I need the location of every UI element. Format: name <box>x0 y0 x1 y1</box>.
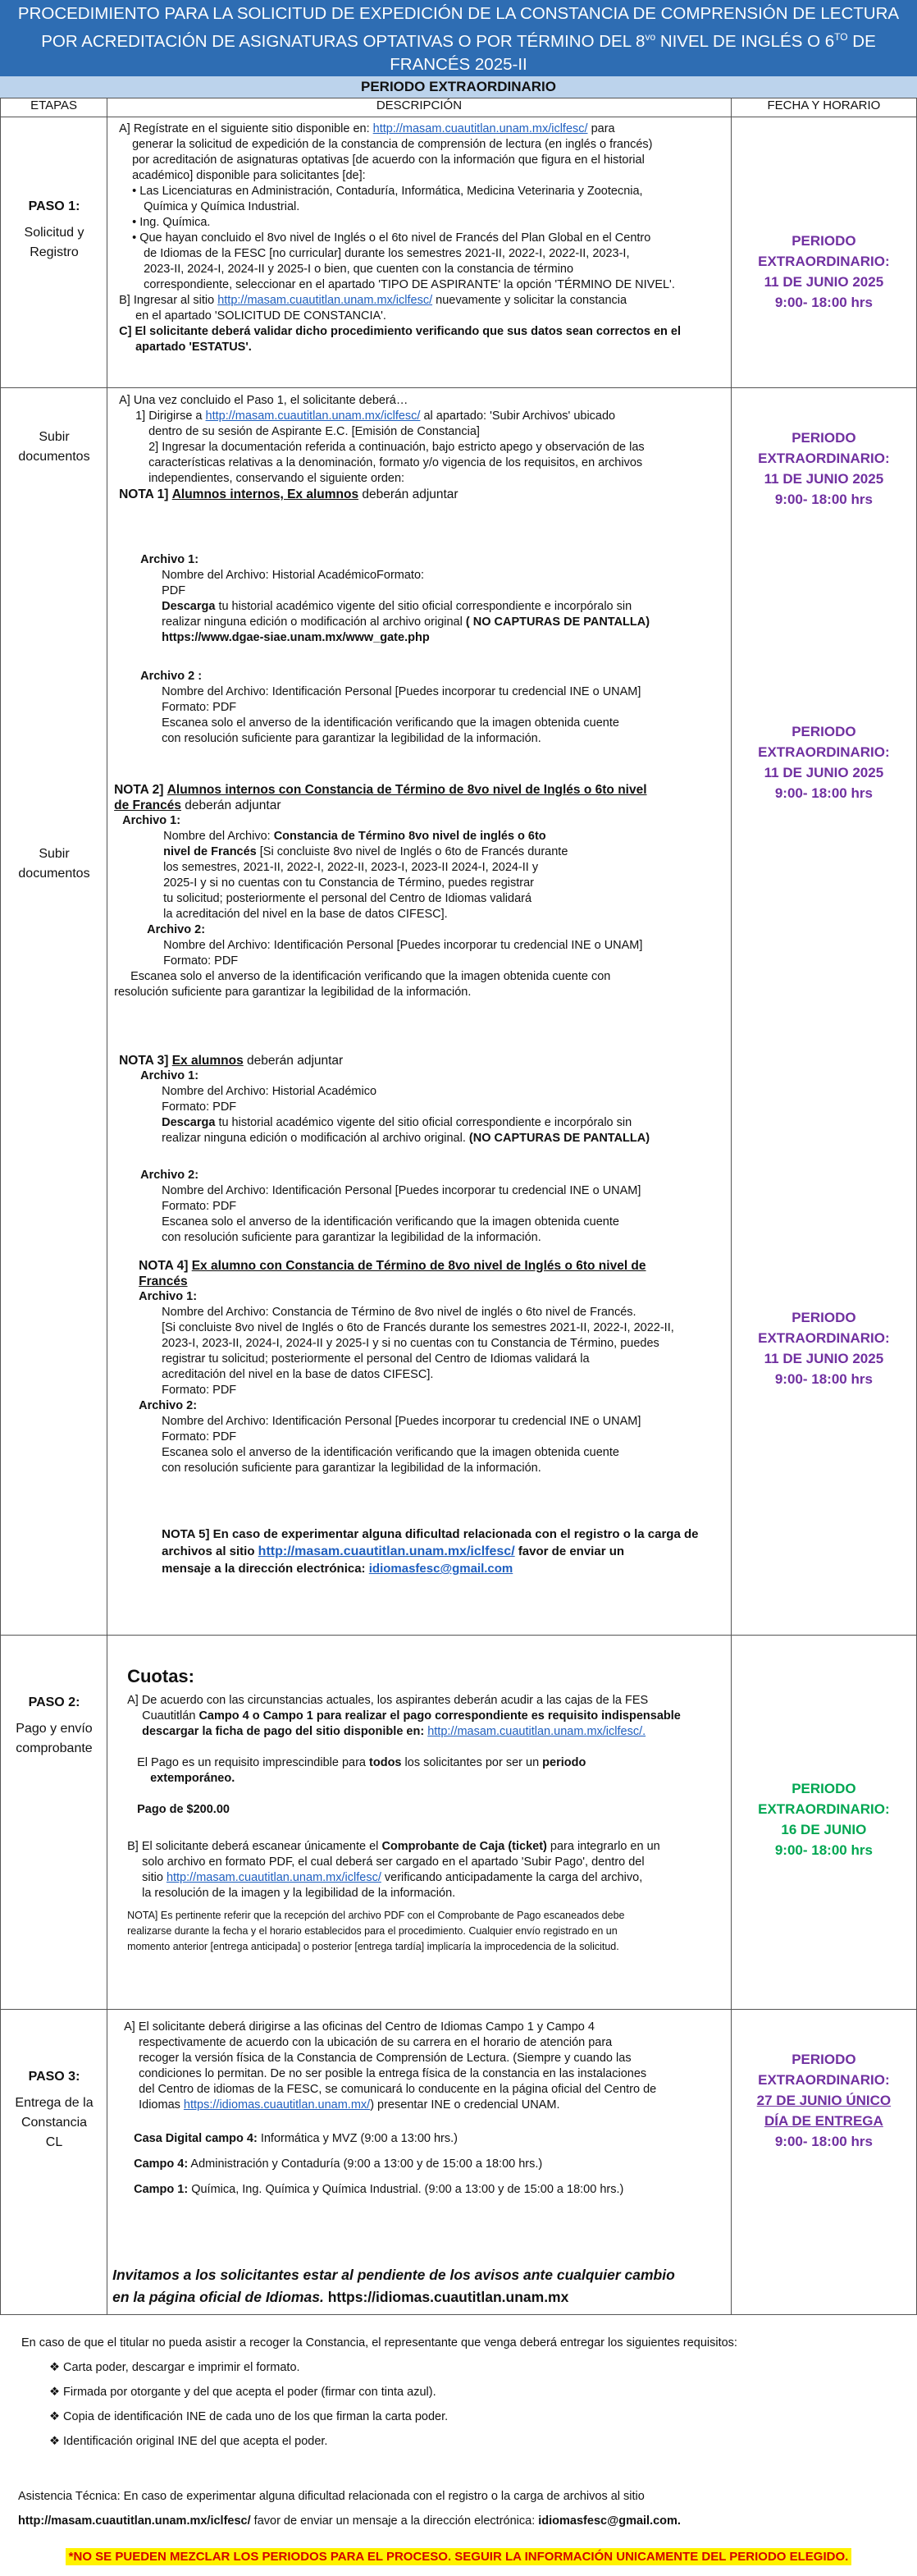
iclfesc-link[interactable]: http://masam.cuautitlan.unam.mx/iclfesc/ <box>166 1871 381 1884</box>
page-title: PROCEDIMIENTO PARA LA SOLICITUD DE EXPEDICIÓN DE LA CONSTANCIA DE COMPRENSIÓN DE LECTURA POR ACREDITACIÓN DE ASIGNATURAS OPTATIVAS O POR TÉRMINO DEL $8^{vo}$ NIVEL DE INGLÉS O $6^{TO}$ DE FRANCÉS 2025-II <box>0 0 917 76</box>
iclfesc-link[interactable]: http://masam.cuautitlan.unam.mx/iclfesc/ <box>217 294 433 307</box>
nota4: NOTA 4] Ex alumno con Constancia de Término de 8vo nivel de Inglés o 6to nivel de Francés Archivo 1: Nombre del Archivo: Constancia de Término de 8vo nivel de inglés o 6to nivel de Francés. [Si concluiste 8vo nivel de Inglés o 6to de Francés durante los semestres 2021-II, 2022-I, 2022-II, 2023-I, 2023-II, 2024-I, 2024-II y 2025-I y si no cuentas con tu Constancia de Término, puedes registrar tu solicitud; posteriormente el personal del Centro de Idiomas validará la acreditación del nivel en la base de datos CIFESC]. Formato: PDF Archivo 2: Nombre del Archivo: Identificación Personal [Puedes incorporar tu credencial INE o UNAM] Formato: PDF Escanea solo el anverso de la identificación verificando que la imagen obtenida cuente con resolución suficiente para garantizar la legibilidad de la información. <box>139 1259 674 1475</box>
list-item: ❖ Carta poder, descargar e imprimir el formato. <box>49 2361 300 2374</box>
list-item: ❖ Copia de identificación INE de cada uno de los que firman la carta poder. <box>49 2410 449 2423</box>
table-header-row <box>1 98 917 117</box>
list-item: ❖ Firmada por otorgante y del que acepta el poder (firmar con tinta azul). <box>49 2386 436 2399</box>
header-fecha: FECHA Y HORARIO <box>731 98 916 117</box>
nota1-archivos: Archivo 1: Nombre del Archivo: Historial AcadémicoFormato: PDF Descarga tu historial académico vigente del sitio oficial correspondiente e incorpóralo sin realizar ninguna edición o modificación al archivo original ( NO CAPTURAS DE PANTALLA) https://www.dgae-siae.unam.mx/www_gate.php Archivo 2 : Nombre del Archivo: Identificación Personal [Puedes incorporar tu credencial INE o UNAM] Formato: PDF Escanea solo el anverso de la identificación verificando que la imagen obtenida cuente con resolución suficiente para garantizar la legibilidad de la información. <box>140 553 650 745</box>
row-subir <box>1 388 917 1636</box>
stage-paso1: PASO 1: Solicitud y Registro <box>1 117 107 388</box>
iclfesc-link[interactable]: http://masam.cuautitlan.unam.mx/iclfesc/ <box>258 1544 515 1558</box>
list-item: ❖ Identificación original INE del que acepta el poder. <box>49 2435 328 2448</box>
technical-assistance: Asistencia Técnica: En caso de experimentar alguna dificultad relacionada con el registro o la carga de archivos al sitio http://masam.cuautitlan.unam.mx/iclfesc/ favor de enviar un mensaje a la dirección electrónica: idiomasfesc@gmail.com. <box>18 2490 681 2528</box>
stage-paso3: PASO 3: Entrega de la Constancia CL <box>1 2010 107 2315</box>
desc-paso1: A] Regístrate en el siguiente sitio disponible en: http://masam.cuautitlan.unam.mx/iclfesc/ para generar la solicitud de expedición de la constancia de comprensión de lectura (en inglés o francés) por acreditación de asignaturas optativas [de acuerdo con la información que figura en el historial académico] disponible para solicitantes [de]: • Las Licenciaturas en Administración, Contaduría, Informática, Medicina Veterinaria y Zootecnia, Química y Química Industrial. • Ing. Química. • Que hayan concluido el 8vo nivel de Inglés o el 6to nivel de Francés del Plan Global en el Centro de Idiomas de la FESC [no curricular] durante los semestres 2021-II, 2022-I, 2022-II, 2023-I, 2023-II, 2024-I, 2024-II y 2025-I o bien, que cuenten con la constancia de término correspondiente, seleccionar en el apartado 'TIPO DE ASPIRANTE' la opción 'TÉRMINO DE NIVEL'. B] Ingresar al sitio http://masam.cuautitlan.unam.mx/iclfesc/ nuevamente y solicitar la constancia en el apartado 'SOLICITUD DE CONSTANCIA'. C] El solicitante deberá validar dicho procedimiento verificando que sus datos sean correctos en el apartado 'ESTATUS'. <box>107 117 732 388</box>
fecha-paso1: PERIODO EXTRAORDINARIO: 11 DE JUNIO 2025 9:00- 18:00 hrs <box>731 117 916 388</box>
stage-subir: Subir documentos Subir documentos <box>1 388 107 1636</box>
header-etapas: ETAPAS <box>1 98 107 117</box>
iclfesc-link[interactable]: http://masam.cuautitlan.unam.mx/iclfesc/. <box>427 1725 646 1738</box>
iclfesc-link[interactable]: http://masam.cuautitlan.unam.mx/iclfesc/ <box>205 410 421 423</box>
warning-banner: *NO SE PUEDEN MEZCLAR LOS PERIODOS PARA EL PROCESO. SEGUIR LA INFORMACIÓN UNICAMENTE DEL PERIODO ELEGIDO. <box>66 2548 852 2565</box>
desc-paso3: A] El solicitante deberá dirigirse a las oficinas del Centro de Idiomas Campo 1 y Campo 4 respectivamente de acuerdo con la ubicación de su carrera en el horario de atención para recoger la versión física de la Constancia de Comprensión de Lectura. (Siempre y cuando las condiciones lo permitan. De no ser posible la entrega física de la constancia en las instalaciones del Centro de idiomas de la FESC, se comunicará lo conducente en la página oficial del Centro de Idiomas https://idiomas.cuautitlan.unam.mx/) presentar INE o credencial UNAM. Casa Digital campo 4: Informática y MVZ (9:00 a 13:00 hrs.) Campo 4: Administración y Contaduría (9:00 a 13:00 y de 15:00 a 18:00 hrs.) Campo 1: Química, Ing. Química y Química Industrial. (9:00 a 13:00 y de 15:00 a 18:00 hrs.) Invitamos a los solicitantes estar al pendiente de los avisos ante cualquier cambio en la página oficial de Idiomas. https://idiomas.cuautitlan.unam.mx <box>107 2010 732 2315</box>
email-link[interactable]: idiomasfesc@gmail.com <box>368 1562 513 1576</box>
period-bar: PERIODO EXTRAORDINARIO <box>0 76 917 98</box>
footer-notes: En caso de que el titular no pueda asistir a recoger la Constancia, el representante que venga deberá entregar los siguientes requisitos: ❖ Carta poder, descargar e imprimir el formato. ❖ Firmada por otorgante y del que acepta el poder (firmar con tinta azul). ❖ Copia de identificación INE de cada uno de los que firman la carta poder. ❖ Identificación original INE del que acepta el poder. <box>0 2331 917 2454</box>
fecha-paso2: PERIODO EXTRAORDINARIO: 16 DE JUNIO 9:00- 18:00 hrs <box>731 1636 916 2010</box>
stage-paso2: PASO 2: Pago y envío comprobante <box>1 1636 107 2010</box>
nota2: NOTA 2] Alumnos internos con Constancia de Término de 8vo nivel de Inglés o 6to nivel de Francés deberán adjuntar Archivo 1: Nombre del Archivo: Constancia de Término 8vo nivel de inglés o 6to nivel de Francés [Si concluiste 8vo nivel de Inglés o 6to de Francés durante los semestres, 2021-II, 2022-I, 2022-II, 2023-I, 2023-II 2024-I, 2024-II y 2025-I y si no cuentas con tu Constancia de Término, puedes registrar tu solicitud; posteriormente el personal del Centro de Idiomas validará la acreditación del nivel en la base de datos CIFESC]. Archivo 2: Nombre del Archivo: Identificación Personal [Puedes incorporar tu credencial INE o UNAM] Formato: PDF Escanea solo el anverso de la identificación verificando que la imagen obtenida cuente con resolución suficiente para garantizar la legibilidad de la información. <box>114 783 647 999</box>
idiomas-link[interactable]: https://idiomas.cuautitlan.unam.mx/ <box>183 2098 371 2112</box>
nota3: NOTA 3] Ex alumnos deberán adjuntar Archivo 1: Nombre del Archivo: Historial Académico Formato: PDF Descarga tu historial académico vigente del sitio oficial correspondiente e incorpóralo sin realizar ninguna edición o modificación al archivo original. (NO CAPTURAS DE PANTALLA) Archivo 2: Nombre del Archivo: Identificación Personal [Puedes incorporar tu credencial INE o UNAM] Formato: PDF Escanea solo el anverso de la identificación verificando que la imagen obtenida cuente con resolución suficiente para garantizar la legibilidad de la información. <box>119 1054 650 1244</box>
iclfesc-link[interactable]: http://masam.cuautitlan.unam.mx/iclfesc/ <box>372 122 588 135</box>
procedure-table <box>0 98 917 2315</box>
header-descripcion: DESCRIPCIÓN <box>107 98 732 117</box>
row-paso2 <box>1 1636 917 2010</box>
desc-paso2: Cuotas: A] De acuerdo con las circunstancias actuales, los aspirantes deberán acudir a las cajas de la FES Cuautitlán Campo 4 o Campo 1 para realizar el pago correspondiente es requisito indispensable descargar la ficha de pago del sitio disponible en: http://masam.cuautitlan.unam.mx/iclfesc/. El Pago es un requisito imprescindible para todos los solicitantes por ser un periodo extemporáneo. Pago de $200.00 B] El solicitante deberá escanear únicamente el Comprobante de Caja (ticket) para integrarlo en un solo archivo en formato PDF, el cual deberá ser cargado en el apartado 'Subir Pago', dentro del sitio http://masam.cuautitlan.unam.mx/iclfesc/ verificando anticipadamente la carga del archivo, la resolución de la imagen y la legibilidad de la información. NOTA] Es pertinente referir que la recepción del archivo PDF con el Comprobante de Pago escaneados debe realizarse durante la fecha y el horario establecidos para el procedimiento. Cualquier envío registrado en un momento anterior [entrega anticipada] o posterior [entrega tardía] implicaría la improcedencia de la solicitud. <box>107 1636 732 2010</box>
desc-subir: A] Una vez concluido el Paso 1, el solicitante deberá… 1] Dirigirse a http://masam.cuautitlan.unam.mx/iclfesc/ al apartado: 'Subir Archivos' ubicado dentro de su sesión de Aspirante E.C. [Emisión de Constancia] 2] Ingresar la documentación referida a continuación, bajo estricto apego y observación de las características relativas a la denominación, formato y/o vigencia de los requisitos, en archivos independientes, conservando el siguiente orden: NOTA 1] Alumnos internos, Ex alumnos deberán adjuntar Archivo 1: Nombre del Archivo: Historial AcadémicoFormato: PDF Descarga tu historial académico vigente del sitio oficial correspondiente e incorpóralo sin realizar ninguna edición o modificación al archivo original ( NO CAPTURAS DE PANTALLA) https://www.dgae-siae.unam.mx/www_gate.php Archivo 2 : Nombre del Archivo: Identificación Personal [Puedes incorporar tu credencial INE o UNAM] Formato: PDF Escanea solo el anverso de la identificación verificando que la imagen obtenida cuente con resolución suficiente para garantizar la legibilidad de la información. NOTA 2] Alumnos internos con Constancia de Término de 8vo nivel de Inglés o 6to nivel de Francés deberán adjuntar Archivo 1: Nombre del Archivo: Constancia de Término 8vo nivel de inglés o 6to nivel de Francés [Si concluiste 8vo nivel de Inglés o 6to de Francés durante los semestres, 2021-II, 2022-I, 2022-II, 2023-I, 2023-II 2024-I, 2024-II y 2025-I y si no cuentas con tu Constancia de Término, puedes registrar tu solicitud; posteriormente el personal del Centro de Idiomas validará la acreditación del nivel en la base de datos CIFESC]. Archivo 2: Nombre del Archivo: Identificación Personal [Puedes incorporar tu credencial INE o UNAM] Formato: PDF Escanea solo el anverso de la identificación verificando que la imagen obtenida cuente con resolución suficiente para garantizar la legibilidad de la información. NOTA 3] Ex alumnos deberán adjuntar Archivo 1: Nombre del Archivo: Historial Académico Formato: PDF Descarga tu historial académico vigente del sitio oficial correspondiente e incorpóralo sin realizar ninguna edición o modificación al archivo original. (NO CAPTURAS DE PANTALLA) Archivo 2: Nombre del Archivo: Identificación Personal [Puedes incorporar tu credencial INE o UNAM] Formato: PDF Escanea solo el anverso de la identificación verificando que la imagen obtenida cuente con resolución suficiente para garantizar la legibilidad de la información. NOTA 4] Ex alumno con Constancia de Término de 8vo nivel de Inglés o 6to nivel de Francés Archivo 1: Nombre del Archivo: Constancia de Término de 8vo nivel de inglés o 6to nivel de Francés. [Si concluiste 8vo nivel de Inglés o 6to de Francés durante los semestres 2021-II, 2022-I, 2022-II, 2023-I, 2023-II, 2024-I, 2024-II y 2025-I y si no cuentas con tu Constancia de Término, puedes registrar tu solicitud; posteriormente el personal del Centro de Idiomas validará la acreditación del nivel en la base de datos CIFESC]. Formato: PDF Archivo 2: Nombre del Archivo: Identificación Personal [Puedes incorporar tu credencial INE o UNAM] Formato: PDF Escanea solo el anverso de la identificación verificando que la imagen obtenida cuente con resolución suficiente para garantizar la legibilidad de la información. NOTA 5] En caso de experimentar alguna dificultad relacionada con el registro o la carga de archivos al sitio http://masam.cuautitlan.unam.mx/iclfesc/ favor de enviar un mensaje a la dirección electrónica: idiomasfesc@gmail.com <box>107 388 732 1636</box>
fecha-paso3: PERIODO EXTRAORDINARIO: 27 DE JUNIO ÚNICO DÍA DE ENTREGA 9:00- 18:00 hrs <box>731 2010 916 2315</box>
nota5: NOTA 5] En caso de experimentar alguna dificultad relacionada con el registro o la carga de archivos al sitio http://masam.cuautitlan.unam.mx/iclfesc/ favor de enviar un mensaje a la dirección electrónica: idiomasfesc@gmail.com <box>162 1527 699 1576</box>
row-paso1 <box>1 117 917 388</box>
fecha-subir: PERIODO EXTRAORDINARIO: 11 DE JUNIO 2025 9:00- 18:00 hrs PERIODO EXTRAORDINARIO: 11 DE JUNIO 2025 9:00- 18:00 hrs PERIODO EXTRAORDINARIO: 11 DE JUNIO 2025 9:00- 18:00 hrs <box>731 388 916 1636</box>
row-paso3 <box>1 2010 917 2315</box>
